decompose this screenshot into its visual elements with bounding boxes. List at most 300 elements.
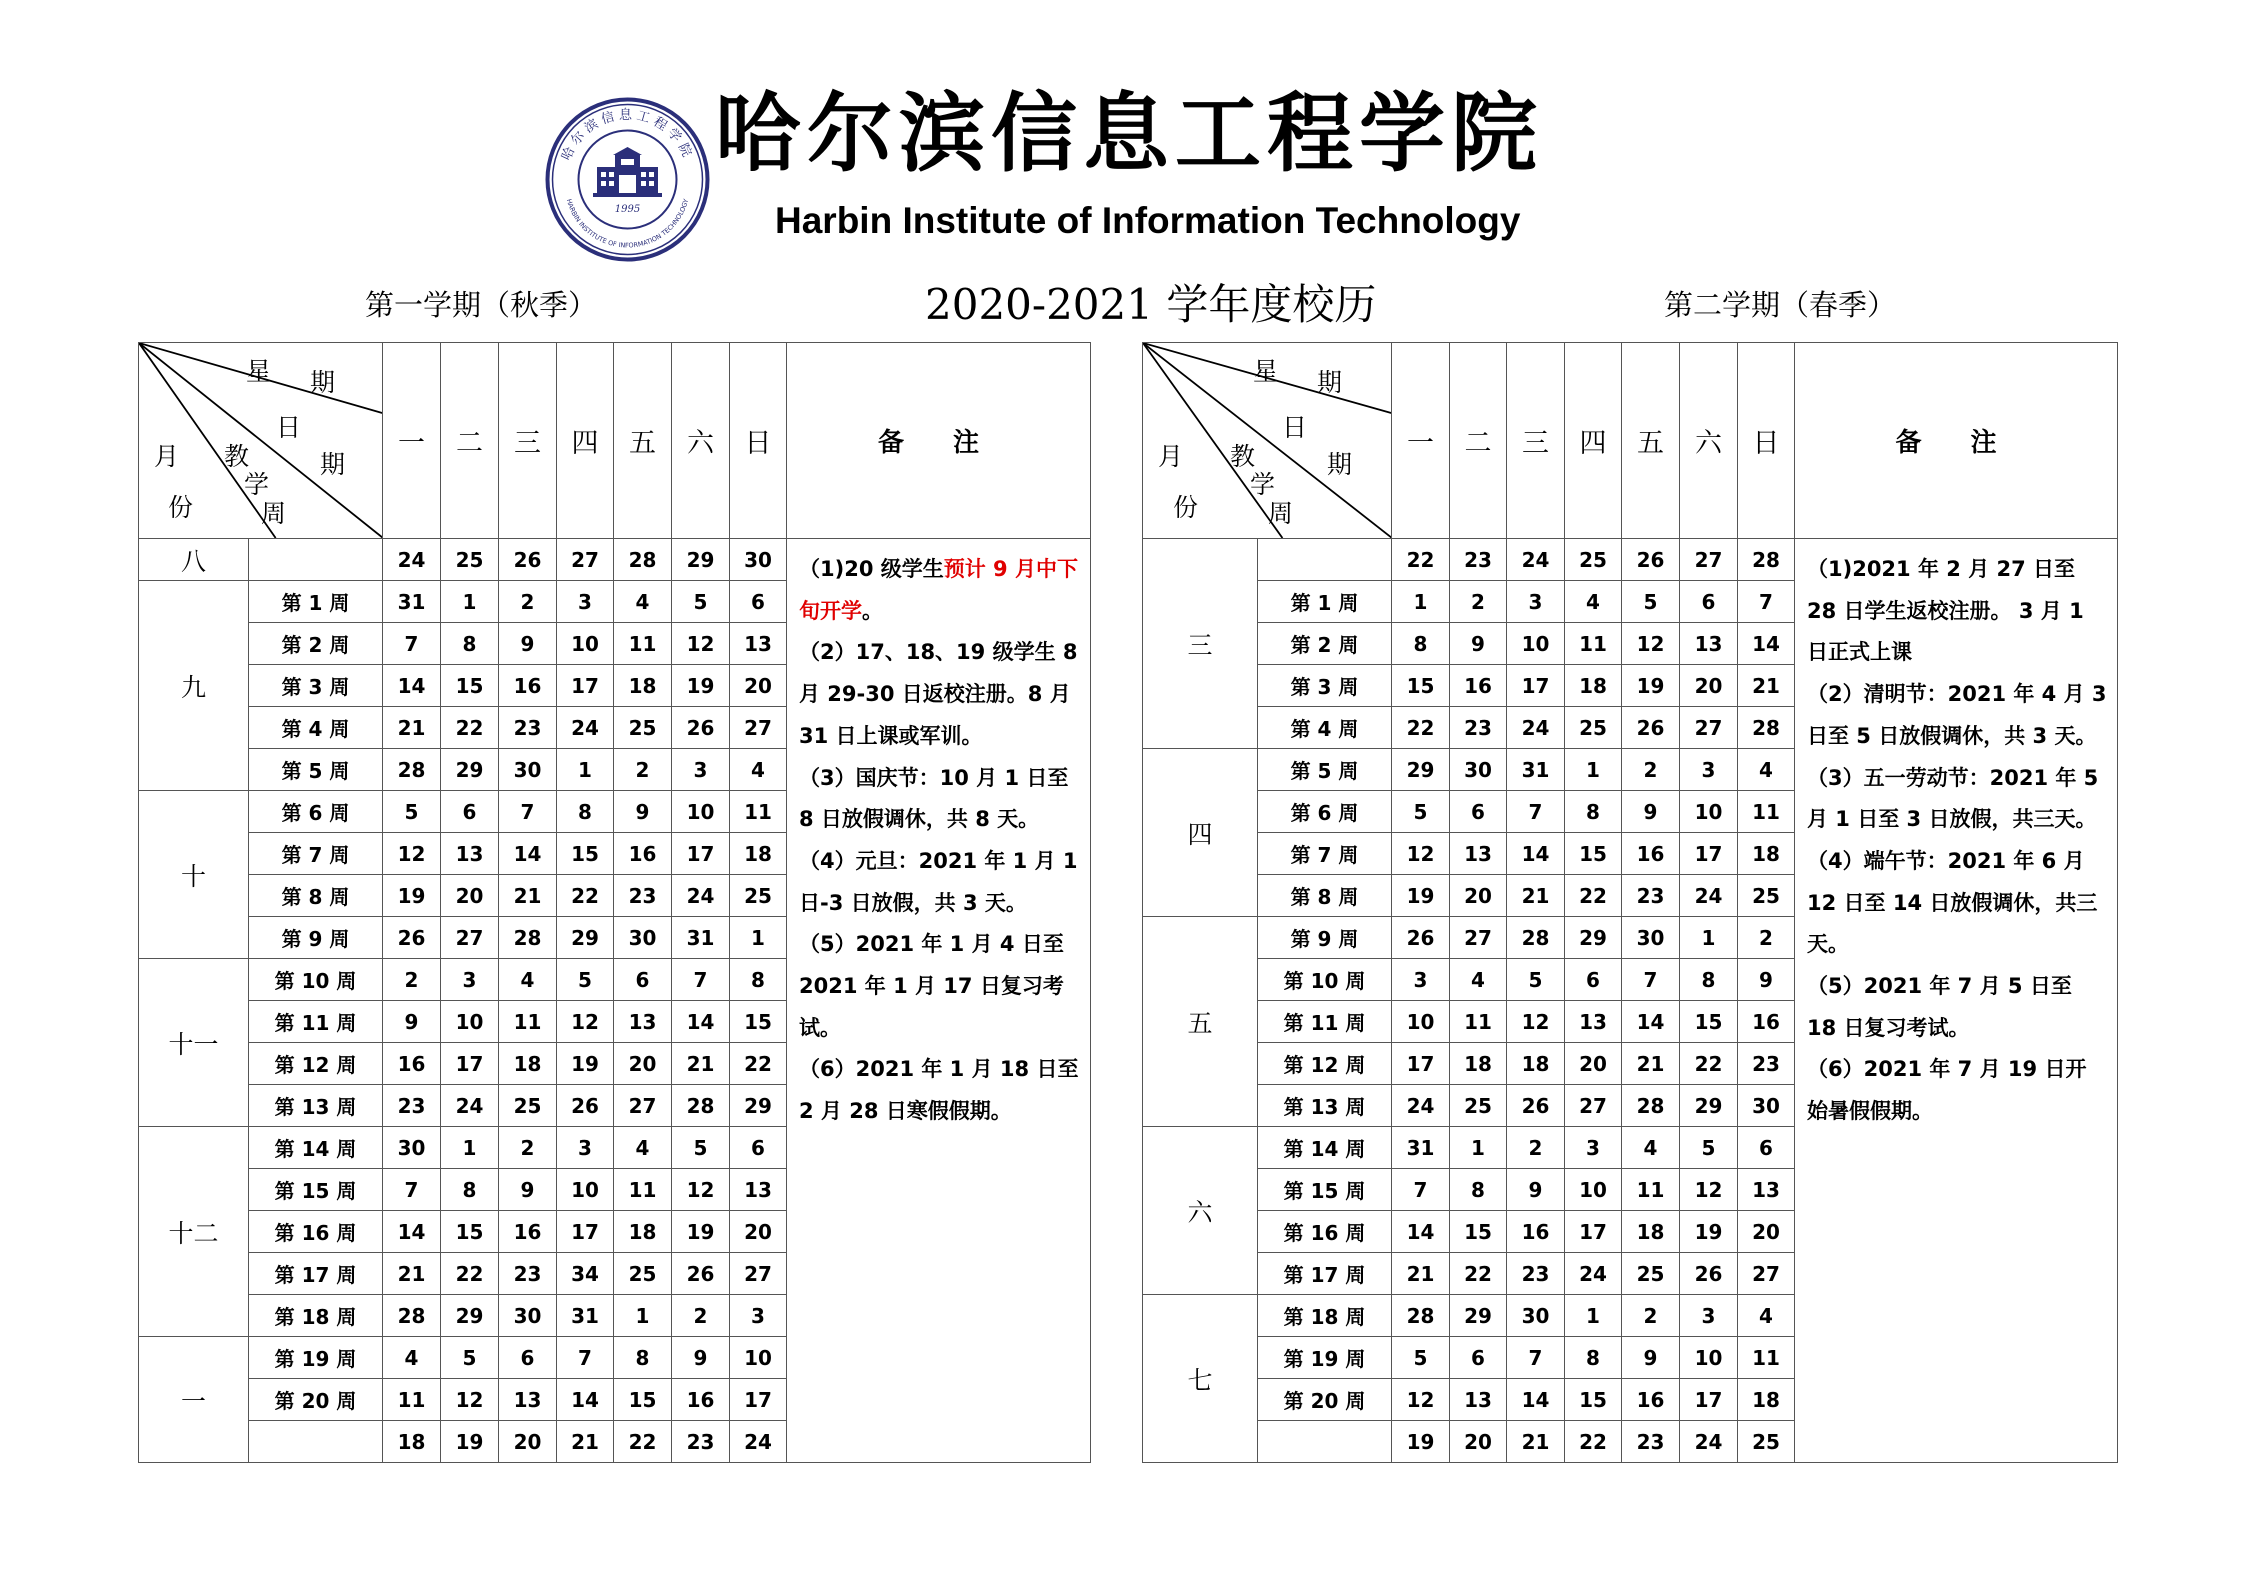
date-cell: 3 bbox=[672, 749, 730, 791]
date-cell: 25 bbox=[1622, 1253, 1680, 1295]
date-cell: 11 bbox=[1622, 1169, 1680, 1211]
date-cell: 25 bbox=[1565, 707, 1622, 749]
month-cell: 十一 bbox=[139, 959, 249, 1127]
date-cell: 6 bbox=[441, 791, 499, 833]
week-label: 第 7 周 bbox=[249, 833, 383, 875]
month-cell: 四 bbox=[1143, 749, 1258, 917]
date-cell: 28 bbox=[1392, 1295, 1450, 1337]
date-cell: 1 bbox=[1392, 581, 1450, 623]
date-cell: 25 bbox=[441, 539, 499, 581]
date-cell: 26 bbox=[383, 917, 441, 959]
date-cell: 6 bbox=[1450, 791, 1507, 833]
weekday-header: 一 bbox=[383, 343, 441, 539]
date-cell: 16 bbox=[1450, 665, 1507, 707]
date-cell: 24 bbox=[1392, 1085, 1450, 1127]
date-cell: 29 bbox=[557, 917, 614, 959]
date-cell: 11 bbox=[499, 1001, 557, 1043]
date-cell: 27 bbox=[1680, 539, 1738, 581]
week-label: 第 6 周 bbox=[249, 791, 383, 833]
date-cell: 14 bbox=[1507, 833, 1565, 875]
date-cell: 20 bbox=[499, 1421, 557, 1463]
note-text: （5）2021 年 7 月 5 日至 18 日复习考试。 bbox=[1807, 974, 2072, 1040]
date-cell: 21 bbox=[383, 707, 441, 749]
date-cell: 3 bbox=[441, 959, 499, 1001]
date-cell: 14 bbox=[499, 833, 557, 875]
date-cell: 1 bbox=[557, 749, 614, 791]
date-cell: 3 bbox=[1565, 1127, 1622, 1169]
date-cell: 3 bbox=[1680, 1295, 1738, 1337]
date-cell: 23 bbox=[1622, 875, 1680, 917]
date-cell: 22 bbox=[441, 1253, 499, 1295]
date-cell: 23 bbox=[614, 875, 672, 917]
date-cell: 22 bbox=[730, 1043, 787, 1085]
date-cell: 23 bbox=[1622, 1421, 1680, 1463]
note-text: （6）2021 年 7 月 19 日开始暑假假期。 bbox=[1807, 1057, 2087, 1124]
date-cell: 21 bbox=[1507, 1421, 1565, 1463]
corner-label-xue: 学 bbox=[1250, 470, 1276, 499]
note-item bbox=[799, 924, 1080, 1049]
date-cell: 15 bbox=[441, 1211, 499, 1253]
date-cell: 29 bbox=[730, 1085, 787, 1127]
header-row bbox=[1143, 343, 2118, 539]
note-item bbox=[799, 1049, 1080, 1132]
corner-label-fen: 份 bbox=[168, 493, 194, 522]
corner-label-qi-2: 期 bbox=[320, 450, 346, 479]
date-cell: 10 bbox=[1565, 1169, 1622, 1211]
week-label: 第 1 周 bbox=[249, 581, 383, 623]
date-cell: 14 bbox=[1622, 1001, 1680, 1043]
date-cell: 21 bbox=[1507, 875, 1565, 917]
date-cell: 10 bbox=[1680, 791, 1738, 833]
date-cell: 19 bbox=[672, 1211, 730, 1253]
week-label: 第 2 周 bbox=[249, 623, 383, 665]
week-label: 第 17 周 bbox=[249, 1253, 383, 1295]
date-cell: 19 bbox=[1392, 875, 1450, 917]
semester-2-calendar bbox=[1142, 342, 2118, 1463]
date-cell: 8 bbox=[557, 791, 614, 833]
week-label: 第 8 周 bbox=[249, 875, 383, 917]
date-cell: 28 bbox=[1622, 1085, 1680, 1127]
date-cell: 15 bbox=[1450, 1211, 1507, 1253]
date-cell: 26 bbox=[1392, 917, 1450, 959]
date-cell: 23 bbox=[499, 707, 557, 749]
date-cell: 10 bbox=[441, 1001, 499, 1043]
date-cell: 21 bbox=[1738, 665, 1795, 707]
date-cell: 28 bbox=[1738, 707, 1795, 749]
date-cell: 5 bbox=[672, 581, 730, 623]
date-cell: 21 bbox=[557, 1421, 614, 1463]
date-cell: 30 bbox=[730, 539, 787, 581]
date-cell: 13 bbox=[1450, 1379, 1507, 1421]
date-cell: 14 bbox=[1392, 1211, 1450, 1253]
date-cell: 6 bbox=[1738, 1127, 1795, 1169]
date-cell: 2 bbox=[672, 1295, 730, 1337]
week-label: 第 4 周 bbox=[249, 707, 383, 749]
week-label bbox=[249, 1421, 383, 1463]
date-cell: 16 bbox=[1738, 1001, 1795, 1043]
date-cell: 1 bbox=[614, 1295, 672, 1337]
date-cell: 23 bbox=[672, 1421, 730, 1463]
weekday-header: 四 bbox=[557, 343, 614, 539]
date-cell: 8 bbox=[1565, 791, 1622, 833]
date-cell: 13 bbox=[1565, 1001, 1622, 1043]
note-text: （4）元旦：2021 年 1 月 1 日-3 日放假，共 3 天。 bbox=[799, 848, 1078, 915]
date-cell: 6 bbox=[1450, 1337, 1507, 1379]
date-cell: 31 bbox=[1507, 749, 1565, 791]
date-cell: 22 bbox=[1680, 1043, 1738, 1085]
date-cell: 5 bbox=[1680, 1127, 1738, 1169]
date-cell: 6 bbox=[1680, 581, 1738, 623]
date-cell: 16 bbox=[1622, 833, 1680, 875]
note-item bbox=[1807, 966, 2107, 1049]
date-cell: 15 bbox=[1392, 665, 1450, 707]
week-label: 第 9 周 bbox=[249, 917, 383, 959]
date-cell: 2 bbox=[614, 749, 672, 791]
date-cell: 5 bbox=[672, 1127, 730, 1169]
date-cell: 31 bbox=[1392, 1127, 1450, 1169]
note-item bbox=[799, 632, 1080, 757]
school-logo bbox=[545, 97, 710, 262]
date-cell: 18 bbox=[1622, 1211, 1680, 1253]
date-cell: 14 bbox=[1507, 1379, 1565, 1421]
week-label: 第 10 周 bbox=[1258, 959, 1392, 1001]
date-cell: 18 bbox=[383, 1421, 441, 1463]
corner-label-star: 星 bbox=[246, 357, 272, 386]
weekday-header: 二 bbox=[441, 343, 499, 539]
date-cell: 15 bbox=[730, 1001, 787, 1043]
date-cell: 29 bbox=[441, 749, 499, 791]
school-seal-icon bbox=[545, 97, 710, 262]
date-cell: 20 bbox=[614, 1043, 672, 1085]
date-cell: 28 bbox=[672, 1085, 730, 1127]
date-cell: 8 bbox=[441, 623, 499, 665]
date-cell: 12 bbox=[1507, 1001, 1565, 1043]
month-cell: 六 bbox=[1143, 1127, 1258, 1295]
date-cell: 5 bbox=[441, 1337, 499, 1379]
date-cell: 25 bbox=[614, 1253, 672, 1295]
date-cell: 21 bbox=[383, 1253, 441, 1295]
diagonal-header-cell bbox=[1143, 343, 1392, 539]
svg-text:哈尔滨信息工程学院: 哈尔滨信息工程学院 bbox=[559, 108, 696, 163]
date-cell: 27 bbox=[1565, 1085, 1622, 1127]
week-label: 第 19 周 bbox=[1258, 1337, 1392, 1379]
date-cell: 7 bbox=[1507, 1337, 1565, 1379]
date-cell: 21 bbox=[499, 875, 557, 917]
date-cell: 13 bbox=[499, 1379, 557, 1421]
date-cell: 14 bbox=[557, 1379, 614, 1421]
date-cell: 2 bbox=[1450, 581, 1507, 623]
note-item bbox=[1807, 758, 2107, 841]
date-cell: 26 bbox=[672, 707, 730, 749]
date-cell: 8 bbox=[1392, 623, 1450, 665]
week-label: 第 2 周 bbox=[1258, 623, 1392, 665]
date-cell: 24 bbox=[1680, 875, 1738, 917]
date-cell: 22 bbox=[557, 875, 614, 917]
date-cell: 22 bbox=[1392, 539, 1450, 581]
date-cell: 27 bbox=[1680, 707, 1738, 749]
date-cell: 30 bbox=[383, 1127, 441, 1169]
weekday-header: 五 bbox=[1622, 343, 1680, 539]
date-cell: 6 bbox=[614, 959, 672, 1001]
date-cell: 10 bbox=[730, 1337, 787, 1379]
date-cell: 22 bbox=[614, 1421, 672, 1463]
date-cell: 25 bbox=[1565, 539, 1622, 581]
date-cell: 2 bbox=[499, 1127, 557, 1169]
date-cell: 1 bbox=[730, 917, 787, 959]
corner-label-jiao: 教 bbox=[224, 442, 250, 471]
date-cell: 8 bbox=[1450, 1169, 1507, 1211]
week-label: 第 16 周 bbox=[1258, 1211, 1392, 1253]
date-cell: 26 bbox=[557, 1085, 614, 1127]
date-cell: 17 bbox=[557, 665, 614, 707]
date-cell: 12 bbox=[441, 1379, 499, 1421]
date-cell: 11 bbox=[1565, 623, 1622, 665]
date-cell: 2 bbox=[1622, 1295, 1680, 1337]
note-text: （1)2021 年 2 月 27 日至 28 日学生返校注册。 3 月 1 日正式上课 bbox=[1807, 557, 2084, 665]
corner-label-ri: 日 bbox=[276, 413, 302, 442]
date-cell: 2 bbox=[1507, 1127, 1565, 1169]
date-cell: 31 bbox=[672, 917, 730, 959]
date-cell: 24 bbox=[557, 707, 614, 749]
date-cell: 11 bbox=[1738, 791, 1795, 833]
date-cell: 13 bbox=[1738, 1169, 1795, 1211]
date-cell: 19 bbox=[1392, 1421, 1450, 1463]
header-row bbox=[139, 343, 1091, 539]
date-cell: 13 bbox=[1680, 623, 1738, 665]
date-cell: 27 bbox=[730, 1253, 787, 1295]
note-item bbox=[1807, 841, 2107, 966]
weekday-header: 一 bbox=[1392, 343, 1450, 539]
week-label: 第 15 周 bbox=[249, 1169, 383, 1211]
date-cell: 6 bbox=[1565, 959, 1622, 1001]
corner-label-fen: 份 bbox=[1173, 493, 1199, 522]
date-cell: 7 bbox=[499, 791, 557, 833]
week-row bbox=[139, 539, 1091, 581]
date-cell: 1 bbox=[1450, 1127, 1507, 1169]
corner-label-qi-1: 期 bbox=[1317, 368, 1343, 397]
week-label: 第 1 周 bbox=[1258, 581, 1392, 623]
date-cell: 8 bbox=[441, 1169, 499, 1211]
date-cell: 11 bbox=[614, 623, 672, 665]
month-cell: 十二 bbox=[139, 1127, 249, 1337]
date-cell: 19 bbox=[383, 875, 441, 917]
weekday-header: 五 bbox=[614, 343, 672, 539]
date-cell: 16 bbox=[383, 1043, 441, 1085]
notes-header: 备 注 bbox=[1795, 343, 2118, 539]
date-cell: 17 bbox=[441, 1043, 499, 1085]
date-cell: 17 bbox=[1680, 833, 1738, 875]
date-cell: 29 bbox=[672, 539, 730, 581]
date-cell: 9 bbox=[1507, 1169, 1565, 1211]
date-cell: 4 bbox=[614, 581, 672, 623]
date-cell: 29 bbox=[1565, 917, 1622, 959]
date-cell: 15 bbox=[614, 1379, 672, 1421]
corner-label-qi-2: 期 bbox=[1327, 450, 1353, 479]
date-cell: 4 bbox=[1738, 1295, 1795, 1337]
week-label: 第 6 周 bbox=[1258, 791, 1392, 833]
date-cell: 7 bbox=[1507, 791, 1565, 833]
date-cell: 30 bbox=[1738, 1085, 1795, 1127]
week-label: 第 3 周 bbox=[249, 665, 383, 707]
date-cell: 24 bbox=[1680, 1421, 1738, 1463]
date-cell: 20 bbox=[1450, 875, 1507, 917]
date-cell: 13 bbox=[1450, 833, 1507, 875]
date-cell: 20 bbox=[1738, 1211, 1795, 1253]
date-cell: 10 bbox=[557, 623, 614, 665]
date-cell: 1 bbox=[1565, 1295, 1622, 1337]
month-cell: 三 bbox=[1143, 539, 1258, 749]
note-text: （5）2021 年 1 月 4 日至 2021 年 1 月 17 日复习考试。 bbox=[799, 932, 1064, 1040]
week-label: 第 3 周 bbox=[1258, 665, 1392, 707]
week-label: 第 5 周 bbox=[249, 749, 383, 791]
date-cell: 13 bbox=[730, 623, 787, 665]
date-cell: 15 bbox=[1680, 1001, 1738, 1043]
date-cell: 8 bbox=[730, 959, 787, 1001]
date-cell: 20 bbox=[730, 1211, 787, 1253]
weekday-header: 日 bbox=[1738, 343, 1795, 539]
date-cell: 10 bbox=[1392, 1001, 1450, 1043]
month-cell: 五 bbox=[1143, 917, 1258, 1127]
date-cell: 5 bbox=[557, 959, 614, 1001]
date-cell: 24 bbox=[672, 875, 730, 917]
date-cell: 24 bbox=[1507, 707, 1565, 749]
date-cell: 22 bbox=[1565, 875, 1622, 917]
date-cell: 27 bbox=[730, 707, 787, 749]
date-cell: 4 bbox=[1622, 1127, 1680, 1169]
date-cell: 30 bbox=[1622, 917, 1680, 959]
week-row bbox=[1143, 539, 2118, 581]
date-cell: 28 bbox=[383, 1295, 441, 1337]
date-cell: 8 bbox=[1680, 959, 1738, 1001]
date-cell: 24 bbox=[1507, 539, 1565, 581]
date-cell: 11 bbox=[614, 1169, 672, 1211]
month-cell: 十 bbox=[139, 791, 249, 959]
week-label: 第 15 周 bbox=[1258, 1169, 1392, 1211]
date-cell: 11 bbox=[1450, 1001, 1507, 1043]
note-text: （2）清明节：2021 年 4 月 3 日至 5 日放假调休，共 3 天。 bbox=[1807, 682, 2107, 748]
date-cell: 30 bbox=[1450, 749, 1507, 791]
page-header bbox=[0, 0, 2245, 260]
date-cell: 12 bbox=[1392, 1379, 1450, 1421]
date-cell: 10 bbox=[672, 791, 730, 833]
week-label: 第 13 周 bbox=[249, 1085, 383, 1127]
week-label bbox=[249, 539, 383, 581]
date-cell: 19 bbox=[1622, 665, 1680, 707]
week-label: 第 18 周 bbox=[1258, 1295, 1392, 1337]
date-cell: 12 bbox=[672, 623, 730, 665]
date-cell: 12 bbox=[383, 833, 441, 875]
date-cell: 1 bbox=[441, 581, 499, 623]
corner-label-qi-1: 期 bbox=[310, 368, 336, 397]
date-cell: 18 bbox=[614, 1211, 672, 1253]
date-cell: 14 bbox=[672, 1001, 730, 1043]
date-cell: 4 bbox=[1450, 959, 1507, 1001]
date-cell: 22 bbox=[1450, 1253, 1507, 1295]
date-cell: 28 bbox=[1507, 917, 1565, 959]
note-text: 预计 9 月中下旬开学 bbox=[799, 557, 1078, 623]
date-cell: 24 bbox=[441, 1085, 499, 1127]
date-cell: 26 bbox=[1622, 539, 1680, 581]
month-cell: 七 bbox=[1143, 1295, 1258, 1463]
week-label: 第 4 周 bbox=[1258, 707, 1392, 749]
weekday-header: 日 bbox=[730, 343, 787, 539]
date-cell: 16 bbox=[614, 833, 672, 875]
date-cell: 17 bbox=[730, 1379, 787, 1421]
week-label: 第 18 周 bbox=[249, 1295, 383, 1337]
date-cell: 15 bbox=[557, 833, 614, 875]
date-cell: 22 bbox=[1565, 1421, 1622, 1463]
date-cell: 21 bbox=[672, 1043, 730, 1085]
diagonal-header-cell bbox=[139, 343, 383, 539]
date-cell: 23 bbox=[499, 1253, 557, 1295]
date-cell: 2 bbox=[1622, 749, 1680, 791]
date-cell: 19 bbox=[1680, 1211, 1738, 1253]
date-cell: 27 bbox=[1450, 917, 1507, 959]
date-cell: 3 bbox=[557, 581, 614, 623]
note-item bbox=[799, 758, 1080, 841]
week-label: 第 8 周 bbox=[1258, 875, 1392, 917]
date-cell: 17 bbox=[557, 1211, 614, 1253]
date-cell: 6 bbox=[499, 1337, 557, 1379]
date-cell: 15 bbox=[1565, 1379, 1622, 1421]
date-cell: 9 bbox=[1622, 791, 1680, 833]
note-text: （3）五一劳动节：2021 年 5 月 1 日至 3 日放假，共三天。 bbox=[1807, 765, 2099, 832]
date-cell: 30 bbox=[614, 917, 672, 959]
date-cell: 4 bbox=[1738, 749, 1795, 791]
date-cell: 29 bbox=[1392, 749, 1450, 791]
date-cell: 20 bbox=[441, 875, 499, 917]
week-label bbox=[1258, 1421, 1392, 1463]
date-cell: 26 bbox=[499, 539, 557, 581]
date-cell: 2 bbox=[1738, 917, 1795, 959]
svg-text:1995: 1995 bbox=[614, 204, 641, 215]
date-cell: 18 bbox=[1507, 1043, 1565, 1085]
date-cell: 1 bbox=[1680, 917, 1738, 959]
date-cell: 2 bbox=[499, 581, 557, 623]
date-cell: 22 bbox=[441, 707, 499, 749]
note-text: （3）国庆节：10 月 1 日至 8 日放假调休，共 8 天。 bbox=[799, 765, 1069, 832]
date-cell: 18 bbox=[1738, 833, 1795, 875]
date-cell: 9 bbox=[499, 623, 557, 665]
week-label: 第 14 周 bbox=[249, 1127, 383, 1169]
date-cell: 4 bbox=[730, 749, 787, 791]
date-cell: 18 bbox=[1738, 1379, 1795, 1421]
corner-label-jiao: 教 bbox=[1230, 442, 1256, 471]
date-cell: 18 bbox=[499, 1043, 557, 1085]
date-cell: 22 bbox=[1392, 707, 1450, 749]
date-cell: 5 bbox=[1392, 791, 1450, 833]
date-cell: 11 bbox=[1738, 1337, 1795, 1379]
date-cell: 27 bbox=[614, 1085, 672, 1127]
date-cell: 16 bbox=[499, 1211, 557, 1253]
date-cell: 9 bbox=[672, 1337, 730, 1379]
week-label: 第 9 周 bbox=[1258, 917, 1392, 959]
date-cell: 10 bbox=[1507, 623, 1565, 665]
date-cell: 14 bbox=[1738, 623, 1795, 665]
corner-label-star: 星 bbox=[1253, 357, 1279, 386]
date-cell: 12 bbox=[557, 1001, 614, 1043]
date-cell: 6 bbox=[730, 1127, 787, 1169]
date-cell: 9 bbox=[614, 791, 672, 833]
date-cell: 9 bbox=[1450, 623, 1507, 665]
date-cell: 17 bbox=[1680, 1379, 1738, 1421]
week-label: 第 11 周 bbox=[1258, 1001, 1392, 1043]
date-cell: 14 bbox=[383, 665, 441, 707]
date-cell: 26 bbox=[1507, 1085, 1565, 1127]
date-cell: 30 bbox=[1507, 1295, 1565, 1337]
note-text: （4）端午节：2021 年 6 月 12 日至 14 日放假调休，共三天。 bbox=[1807, 848, 2098, 957]
date-cell: 3 bbox=[557, 1127, 614, 1169]
